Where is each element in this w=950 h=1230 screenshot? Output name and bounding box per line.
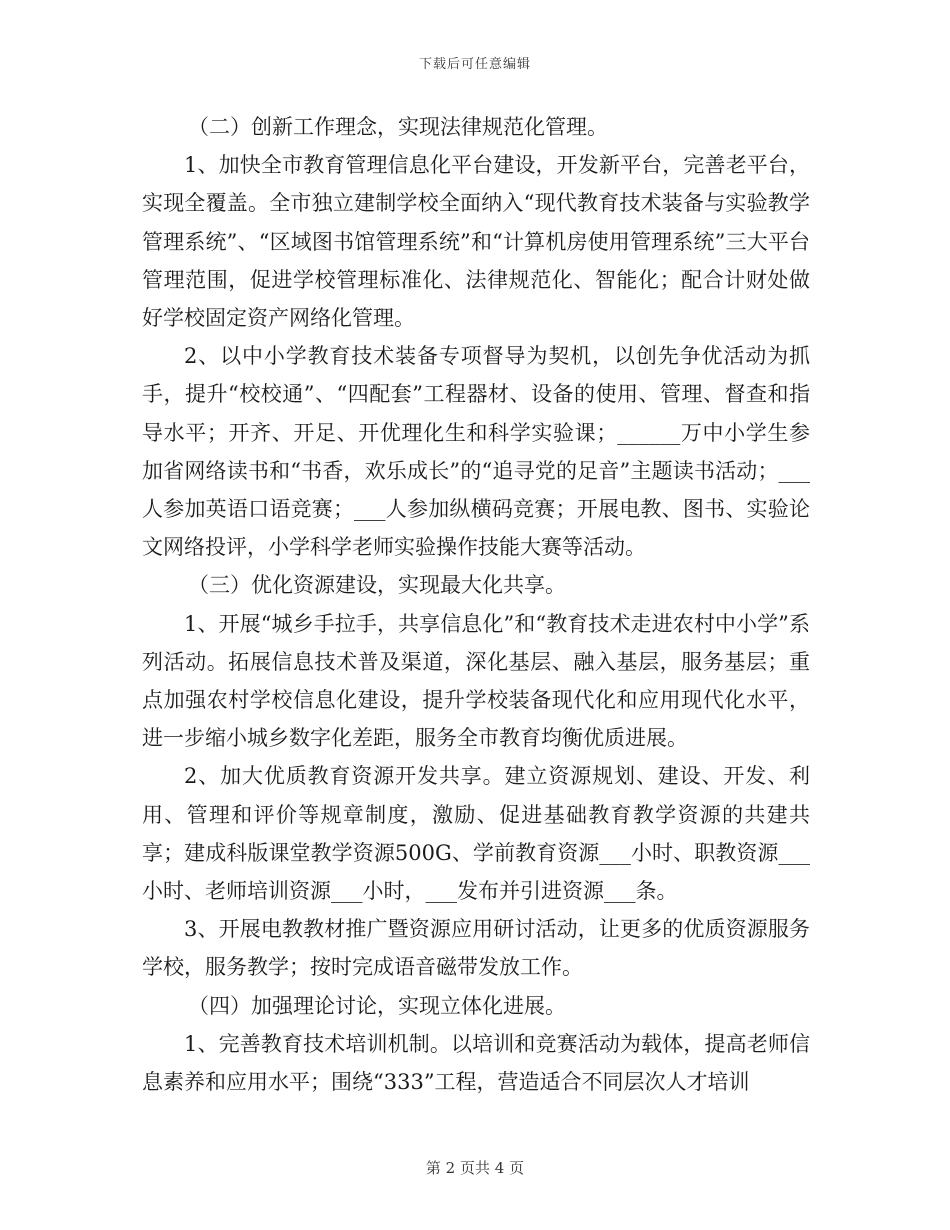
- paragraph: 1、完善教育技术培训机制。以培训和竞赛活动为载体，提高老师信息素养和应用水平；围绕“333”工程，营造适合不同层次人才培训: [142, 1031, 810, 1095]
- paragraph: 3、开展电教教材推广暨资源应用研讨活动，让更多的优质资源服务学校，服务教学；按时完成语音磁带发放工作。: [142, 917, 810, 980]
- paragraph: 2、加大优质教育资源开发共享。建立资源规划、建设、开发、利用、管理和评价等规章制度，激励、促进基础教育教学资源的共建共享；建成科版课堂教学资源500G、学前教育资源___小时、职教资源___小时、老师培训资源___小时，___发布并引进资源___条。: [142, 764, 810, 904]
- page-header: 下载后可任意编辑: [418, 57, 531, 72]
- document-body: [142, 108, 810, 1101]
- paragraph: 1、加快全市教育管理信息化平台建设，开发新平台，完善老平台，实现全覆盖。全市独立建制学校全面纳入“现代教育技术装备与实验教学管理系统”、“区域图书馆管理系统”和“计算机房使用管理系统”三大平台管理范围，促进学校管理标准化、法律规范化、智能化；配合计财处做好学校固定资产网络化管理。: [142, 153, 810, 331]
- paragraph: 1、开展“城乡手拉手，共享信息化”和“教育技术走进农村中小学”系列活动。拓展信息技术普及渠道，深化基层、融入基层，服务基层；重点加强农村学校信息化建设，提升学校装备现代化和应用现代化水平，进一步缩小城乡数字化差距，服务全市教育均衡优质进展。: [142, 611, 810, 751]
- paragraph: 2、以中小学教育技术装备专项督导为契机，以创先争优活动为抓手，提升“校校通”、“四配套”工程器材、设备的使用、管理、督查和指导水平；开齐、开足、开优理化生和科学实验课；______万中小学生参加省网络读书和“书香，欢乐成长”的“追寻党的足音”主题读书活动；___人参加英语口语竞赛；___人参加纵横码竞赛；开展电教、图书、实验论文网络投评，小学科学老师实验操作技能大赛等活动。: [142, 344, 810, 560]
- section-heading-2: （二）创新工作理念，实现法律规范化管理。: [188, 115, 608, 139]
- section-heading-3: （三）优化资源建设，实现最大化共享。: [188, 573, 566, 598]
- section-heading-4: （四）加强理论讨论，实现立体化进展。: [188, 993, 566, 1018]
- page-number-footer: 第 2 页共 4 页: [425, 1159, 525, 1177]
